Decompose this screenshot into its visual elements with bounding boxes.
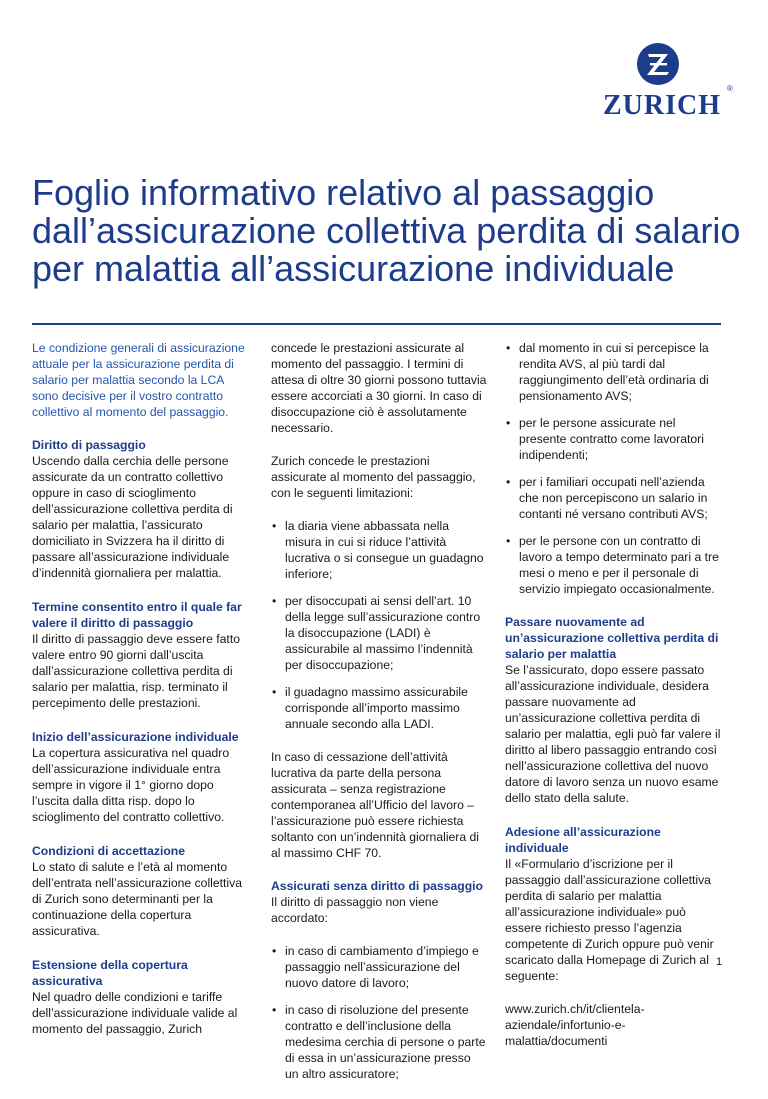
section-body: Il diritto di passaggio non viene accordato: [271,895,439,925]
title-line: Foglio informativo relativo al passaggio [32,172,655,213]
list-item: • per le persone assicurate nel presente contratto come lavoratori indipendenti; [505,415,721,463]
title-divider [32,323,721,325]
section-body: Il «Formulario d’iscrizione per il passaggio dall’assicurazione collettiva perdita di salario per malattia all’assicurazione individuale» può essere richiesto presso l’agenzia competente di Zurich oppure può venir scaricato dalla Homepage di Zurich al seguente: [505,857,714,983]
exclusions-list [271,943,487,1082]
section-body: Il diritto di passaggio deve essere fatto valere entro 90 giorni dall’uscita dall’assicurazione collettiva perdita di salario per malattia, risp. terminato il percepimento delle prestazioni. [32,632,240,710]
section-body: Lo stato di salute e l’età al momento dell’entrata nell’assicurazione collettiva di Zurich sono determinanti per la continuazione della copertura assicurativa. [32,860,243,938]
paragraph: Zurich concede le prestazioni assicurate al momento del passaggio, con le seguenti limitazioni: [271,454,476,500]
documents-url: www.zurich.ch/it/clientela-aziendale/infortunio-e-malattia/documenti [505,1002,645,1048]
logo-wordmark: ZURICH [603,90,722,121]
column-left [32,340,248,1055]
section-heading: Adesione all’assicurazione individuale [505,825,661,855]
page-number: 1 [716,956,723,968]
paragraph: concede le prestazioni assicurate al momento del passaggio. I termini di attesa di oltre 30 giorni possono tuttavia essere accorciati a 30 giorni. In caso di disoccupazione ciò è assolutamente necessario. [271,341,487,435]
section-body: La copertura assicurativa nel quadro dell’assicurazione individuale entra sempre in vigore il 1° giorno dopo l’uscita dalla ditta risp. dopo lo scioglimento del contratto collettivo. [32,746,230,824]
section-body: Se l’assicurato, dopo essere passato all’assicurazione individuale, desidera passare nuovamente ad un’assicurazione collettiva perdita di salario per malattia, egli può far valere il diritto al libero passaggio entrando così nell’assicurazione collettiva del nuovo datore di lavoro senza un nuovo esame dello stato della salute. [505,663,721,805]
paragraph: In caso di cessazione dell’attività lucrativa da parte della persona assicurata – senza registrazione contemporanea all’Ufficio del lavoro – l’assicurazione può essere richiesta soltanto con un’indennità giornaliera di al massimo CHF 70. [271,750,480,860]
list-item: • il guadagno massimo assicurabile corrisponde all’importo massimo annuale secondo alla LADI. [271,684,487,732]
list-item: • per le persone con un contratto di lavoro a tempo determinato pari a tre mesi o meno e per il personale di servizio impiegato occasionalmente. [505,533,721,597]
section-heading: Diritto di passaggio [32,438,146,452]
section-heading: Assicurati senza diritto di passaggio [271,879,483,893]
section-heading: Passare nuovamente ad un’assicurazione collettiva perdita di salario per malattia [505,615,719,661]
section-body: Nel quadro delle condizioni e tariffe dell’assicurazione individuale valide al momento del passaggio, Zurich [32,990,238,1036]
section-body: Uscendo dalla cerchia delle persone assicurate da un contratto collettivo oppure in caso di scioglimento dell’assicurazione collettiva perdita di salario per malattia, l’assicurato domiciliato in Svizzera ha il diritto di passare all’assicurazione individuale d’indennità giornaliera per malattia. [32,454,233,580]
list-item: • per i familiari occupati nell’azienda che non percepiscono un salario in contanti né versano contributi AVS; [505,474,721,522]
intro-paragraph: Le condizione generali di assicurazione attuale per la assicurazione perdita di salario per malattia secondo la LCA sono decisive per il vostro contratto collettivo al momento del passaggio. [32,341,245,419]
list-item: • in caso di risoluzione del presente contratto e dell’inclusione della medesima cerchia di persone o parte di essa in un’assicurazione presso un altro assicuratore; [271,1002,487,1082]
page-title [32,172,741,289]
registered-mark: ® [727,84,733,93]
column-middle [271,340,487,1099]
zurich-logo [586,42,746,122]
limitations-list [271,518,487,732]
section-heading: Estensione della copertura assicurativa [32,958,188,988]
column-right [505,340,721,1066]
title-line: per malattia all’assicurazione individuale [32,248,675,289]
zurich-emblem-icon [636,42,680,86]
exclusions-list-continued [505,340,721,597]
section-heading: Condizioni di accettazione [32,844,186,858]
section-heading: Inizio dell’assicurazione individuale [32,730,239,744]
list-item: • dal momento in cui si percepisce la rendita AVS, al più tardi dal raggiungimento dell’età ordinaria di pensionamento AVS; [505,340,721,404]
list-item: • in caso di cambiamento d’impiego e passaggio nell’assicurazione del nuovo datore di lavoro; [271,943,487,991]
list-item: • la diaria viene abbassata nella misura in cui si riduce l’attività lucrativa o si consegue un guadagno inferiore; [271,518,487,582]
list-item: • per disoccupati ai sensi dell’art. 10 della legge sull’assicurazione contro la disoccupazione (LADI) è assicurabile al massimo l’indennità per disoccupazione; [271,593,487,673]
section-heading: Termine consentito entro il quale far valere il diritto di passaggio [32,600,242,630]
title-line: dall’assicurazione collettiva perdita di salario [32,210,741,251]
